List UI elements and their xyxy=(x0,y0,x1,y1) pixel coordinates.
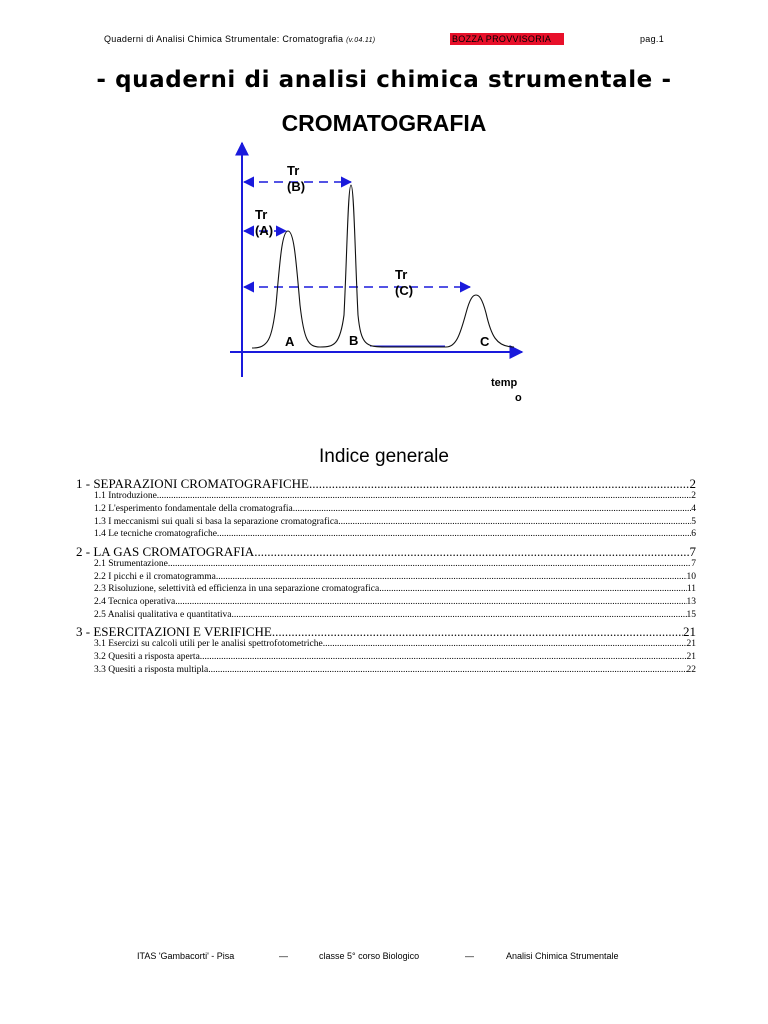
svg-text:(B): (B) xyxy=(287,179,306,194)
header-version: (v.04.11) xyxy=(346,37,376,44)
toc-entry-page: 4 xyxy=(691,503,696,514)
toc-section-row[interactable] xyxy=(76,559,696,571)
toc-chapter-row[interactable] xyxy=(76,476,696,492)
page-number: pag.1 xyxy=(640,34,665,44)
toc-entry-page: 10 xyxy=(686,571,696,582)
footer-sep-1: — xyxy=(279,951,288,961)
toc-leader-dots xyxy=(208,665,686,675)
toc-entry-label: 3.3 Quesiti a risposta multipla xyxy=(94,664,209,675)
toc-entry-label: 1.3 I meccanismi sui quali si basa la separazione cromatografica xyxy=(94,516,339,527)
toc-section-row[interactable] xyxy=(76,572,696,584)
toc-entry-label: 2.4 Tecnica operativa xyxy=(94,597,176,608)
toc-entry-page: 5 xyxy=(691,516,696,527)
toc-leader-dots xyxy=(200,652,687,662)
label-peak-b: B xyxy=(349,333,359,348)
footer-subject: Analisi Chimica Strumentale xyxy=(506,951,619,961)
footer-school: ITAS 'Gambacorti' - Pisa xyxy=(137,951,235,961)
svg-text:(C): (C) xyxy=(395,283,414,298)
toc-leader-dots xyxy=(309,476,690,492)
toc-leader-dots xyxy=(254,544,689,560)
footer-sep-2: — xyxy=(465,951,474,961)
label-time: temp xyxy=(491,377,518,389)
toc-entry-page: 15 xyxy=(686,609,696,620)
toc-leader-dots xyxy=(231,610,686,620)
toc-entry-page: 11 xyxy=(686,584,696,595)
toc-entry-label: 3 - ESERCITAZIONI E VERIFICHE xyxy=(76,624,272,640)
toc-leader-dots xyxy=(379,584,687,594)
toc-section-row[interactable] xyxy=(76,504,696,516)
toc-leader-dots xyxy=(157,491,691,501)
toc-entry-label: 2.2 I picchi e il cromatogramma xyxy=(94,571,216,582)
toc-entry-label: 2.3 Risoluzione, selettività ed efficienza in una separazione cromatografica xyxy=(94,584,380,595)
header-title-text: Quaderni di Analisi Chimica Strumentale: Cromatografia xyxy=(104,34,344,44)
toc-entry-page: 13 xyxy=(686,597,696,608)
toc-entry-page: 6 xyxy=(691,529,696,540)
draft-badge: BOZZA PROVVISORIA xyxy=(450,33,564,45)
chromatogram-figure xyxy=(220,135,540,410)
chromatogram-curve xyxy=(252,185,514,348)
toc-entry-page: 2 xyxy=(689,476,696,491)
toc-leader-dots xyxy=(175,597,686,607)
index-title: Indice generale xyxy=(319,446,449,467)
toc-entry-label: 3.1 Esercizi su calcoli utili per le analisi spettrofotometriche xyxy=(94,639,323,650)
toc-leader-dots xyxy=(168,559,691,569)
toc-section-row[interactable] xyxy=(76,610,696,622)
toc-entry-label: 1.1 Introduzione xyxy=(94,491,157,501)
toc-entry-label: 2.1 Strumentazione xyxy=(94,558,168,569)
svg-text:(A): (A) xyxy=(255,223,274,238)
footer-class: classe 5° corso Biologico xyxy=(319,951,420,961)
toc-entry-label: 1.4 Le tecniche cromatografiche xyxy=(94,529,217,540)
label-peak-c: C xyxy=(480,334,490,349)
toc-entry-page: 21 xyxy=(686,639,696,650)
toc-section-row[interactable] xyxy=(76,584,696,596)
toc-section-row[interactable] xyxy=(76,665,696,677)
toc-entry-page: 21 xyxy=(683,624,696,640)
toc-leader-dots xyxy=(293,504,691,514)
toc-entry-page: 2 xyxy=(691,491,696,501)
toc-entry-label: 1.2 L'esperimento fondamentale della cromatografia xyxy=(94,503,293,514)
toc-chapter-row[interactable] xyxy=(76,544,696,560)
label-tr-b: Tr xyxy=(287,163,300,178)
series-title: - quaderni di analisi chimica strumentale - xyxy=(96,67,672,93)
toc-section-row[interactable] xyxy=(76,652,696,664)
label-tr-c: Tr xyxy=(395,267,408,282)
toc-section-row[interactable] xyxy=(76,597,696,609)
toc-leader-dots xyxy=(323,639,687,649)
toc-entry-page: 22 xyxy=(686,664,696,675)
toc-entry-label: 1 - SEPARAZIONI CROMATOGRAFICHE xyxy=(76,476,309,491)
toc-section-row[interactable] xyxy=(76,639,696,651)
toc-chapter-row[interactable] xyxy=(76,624,696,640)
toc-entry-label: 2 - LA GAS CROMATOGRAFIA xyxy=(76,543,255,559)
document-title: CROMATOGRAFIA xyxy=(281,110,487,136)
toc-entry-label: 2.5 Analisi qualitativa e quantitativa xyxy=(94,609,232,620)
label-peak-a: A xyxy=(285,334,295,349)
toc-leader-dots xyxy=(217,529,691,539)
label-tr-a: Tr xyxy=(255,207,268,222)
toc-entry-page: 7 xyxy=(689,543,696,559)
toc-leader-dots xyxy=(272,624,683,640)
toc-section-row[interactable] xyxy=(76,517,696,529)
toc-section-row[interactable] xyxy=(76,529,696,541)
toc-leader-dots xyxy=(338,517,691,527)
svg-text:o: o xyxy=(515,392,522,404)
toc-entry-label: 3.2 Quesiti a risposta aperta xyxy=(94,652,200,662)
toc-entry-page: 7 xyxy=(691,558,696,569)
toc-leader-dots xyxy=(216,572,687,582)
toc-section-row[interactable] xyxy=(76,491,696,503)
header-title xyxy=(104,34,375,44)
toc-entry-page: 21 xyxy=(686,652,696,662)
